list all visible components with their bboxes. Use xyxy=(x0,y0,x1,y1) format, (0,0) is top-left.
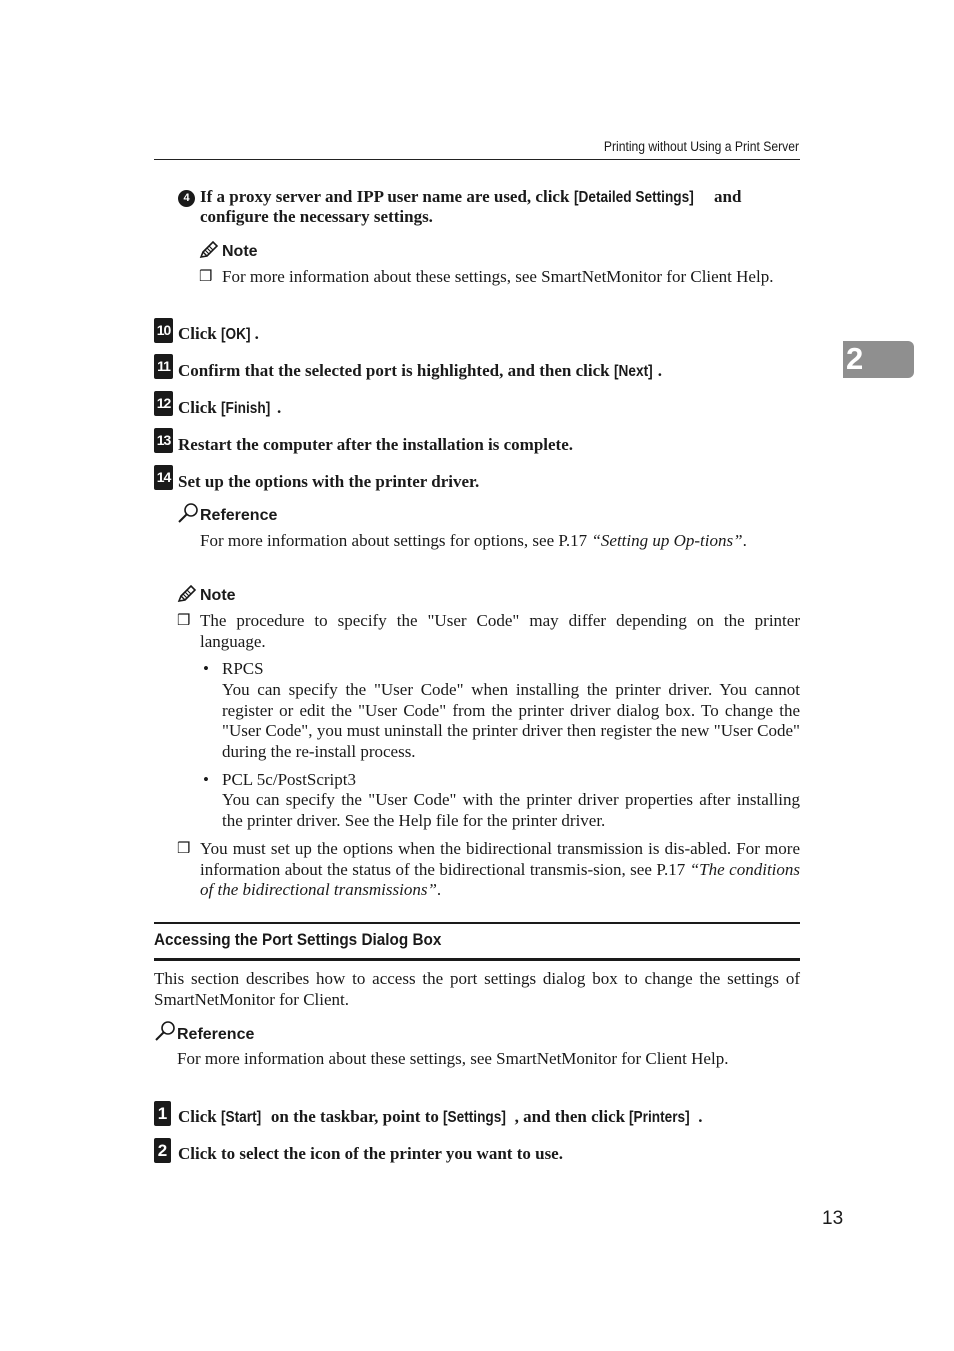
note-heading: Note xyxy=(222,243,258,260)
bullet-1-title: RPCS xyxy=(222,659,264,678)
bullet-2-title: PCL 5c/PostScript3 xyxy=(222,770,356,789)
pencil-note-icon xyxy=(199,241,219,259)
step-number-badge: 11 xyxy=(154,354,173,379)
substep-4-text-b: and xyxy=(709,187,742,206)
note-heading: Note xyxy=(200,587,236,604)
start-ui-label: [Start] xyxy=(220,1109,262,1126)
pencil-note-icon xyxy=(177,585,197,603)
note-2-item-1: The procedure to specify the "User Code" may differ depending on the printer language. xyxy=(200,611,800,651)
step-number-badge: 13 xyxy=(154,428,173,453)
bullet-2-text: You can specify the "User Code" with the printer driver properties after installing the printer driver. See the Help file for the printer driver. xyxy=(222,790,800,830)
step-number-badge: 1 xyxy=(154,1101,171,1126)
step-12-period: . xyxy=(276,398,282,417)
bidirectional-conditions-link[interactable]: “The conditions of the bidirectional transmissions” xyxy=(200,859,800,899)
chapter-number: 2 xyxy=(846,341,864,376)
note-2-item-2 xyxy=(200,839,800,901)
checkbox-bullet-icon: ❒ xyxy=(177,841,191,857)
step-12-instruction xyxy=(178,398,281,420)
checkbox-bullet-icon: ❒ xyxy=(177,613,191,629)
bullet-1-text: You can specify the "User Code" when installing the printer driver. You cannot register or edit the "User Code" from the printer driver dialog box. To change the "User Code", you must uninstall the printer driver then register the new "User Code" during the re-install process. xyxy=(222,680,800,761)
reference-1-body: For more information about settings for options, see P.17 xyxy=(200,531,592,550)
reference-heading: Reference xyxy=(200,507,278,524)
reference-1-text xyxy=(200,531,800,552)
step-11-period: . xyxy=(657,361,663,380)
section-title: Accessing the Port Settings Dialog Box xyxy=(154,930,442,949)
note-2-item-2-period: . xyxy=(436,880,442,899)
detailed-settings-ui-label: [Detailed Settings] xyxy=(573,189,694,206)
substep-4-instruction xyxy=(200,187,800,209)
reference-heading: Reference xyxy=(177,1026,255,1043)
step-13-instruction: Restart the computer after the installation is complete. xyxy=(178,435,574,454)
header-rule xyxy=(154,159,800,160)
checkbox-bullet-icon: ❒ xyxy=(199,269,213,285)
step-10-instruction xyxy=(178,324,259,346)
step-number-badge: 10 xyxy=(154,318,173,343)
step-11-text: Confirm that the selected port is highlighted, and then click xyxy=(178,361,614,380)
next-ui-label: [Next] xyxy=(613,363,653,380)
magnifier-reference-icon xyxy=(177,502,199,524)
magnifier-reference-icon xyxy=(154,1020,176,1042)
bullet-dot-icon: • xyxy=(203,659,209,678)
step-1-text-c: , and then click xyxy=(514,1107,630,1126)
step-number-badge: 12 xyxy=(154,391,173,416)
reference-1-period: . xyxy=(742,531,747,550)
reference-2-text: For more information about these settings, see SmartNetMonitor for Client Help. xyxy=(177,1049,729,1068)
section-rule-top xyxy=(154,922,800,924)
step-14-instruction: Set up the options with the printer driver. xyxy=(178,472,480,491)
step-number-badge: 14 xyxy=(154,465,173,490)
step-1-period: . xyxy=(698,1107,703,1126)
step-2-instruction: Click to select the icon of the printer you want to use. xyxy=(178,1144,563,1163)
step-1-text-b: on the taskbar, point to xyxy=(266,1107,444,1126)
page-number: 13 xyxy=(822,1208,844,1229)
step-12-text: Click xyxy=(178,398,221,417)
printers-ui-label: [Printers] xyxy=(629,1109,691,1126)
step-number-badge: 2 xyxy=(154,1138,171,1163)
setting-up-options-link[interactable]: “Setting up Op-tions” xyxy=(591,531,743,550)
running-header: Printing without Using a Print Server xyxy=(603,139,799,154)
step-11-instruction xyxy=(178,361,662,383)
bullet-dot-icon: • xyxy=(203,770,209,789)
note-2-item-2-body: You must set up the options when the bidirectional transmission is dis-abled. For more information about the status of the bidirectional transmis-sion, see P.17 xyxy=(200,839,800,879)
step-10-period: . xyxy=(254,324,259,343)
substep-4-line2: configure the necessary settings. xyxy=(200,207,433,226)
step-10-text: Click xyxy=(178,324,221,343)
substep-number: 4 xyxy=(178,190,195,207)
ok-ui-label: [OK] xyxy=(220,326,251,343)
section-intro: This section describes how to access the port settings dialog box to change the settings of SmartNetMonitor for Client. xyxy=(154,969,800,1009)
step-1-text-a: Click xyxy=(178,1107,221,1126)
substep-4-text-a: If a proxy server and IPP user name are used, click xyxy=(200,187,574,206)
settings-ui-label: [Settings] xyxy=(443,1109,507,1126)
note-1-item: For more information about these settings, see SmartNetMonitor for Client Help. xyxy=(222,267,774,286)
finish-ui-label: [Finish] xyxy=(220,400,271,417)
step-1-instruction xyxy=(178,1107,703,1129)
section-rule-bottom xyxy=(154,958,800,961)
